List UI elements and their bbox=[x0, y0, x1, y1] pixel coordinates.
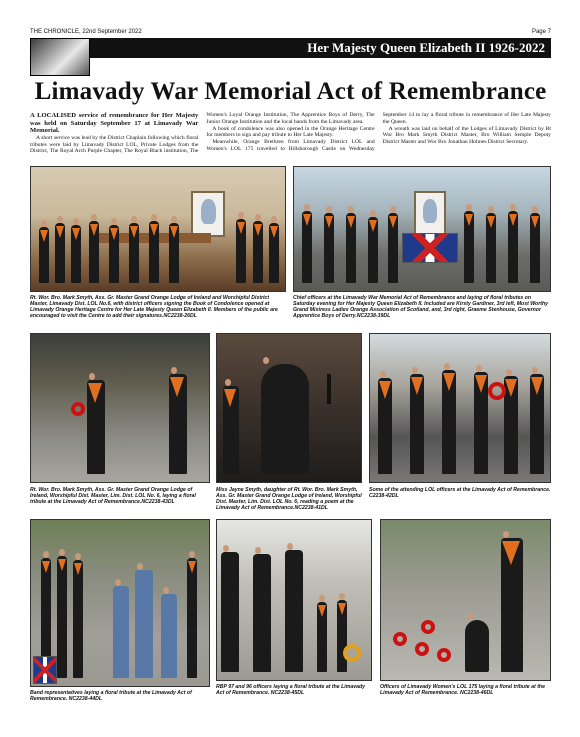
person-figure bbox=[465, 620, 489, 672]
wreath bbox=[343, 644, 361, 662]
orange-sash bbox=[531, 377, 543, 395]
person-figure bbox=[368, 217, 378, 283]
person-figure bbox=[486, 213, 496, 283]
orange-sash bbox=[130, 226, 138, 238]
section-banner bbox=[30, 38, 551, 58]
orange-sash bbox=[170, 226, 178, 238]
orange-sash bbox=[379, 381, 391, 399]
caption-photo-8: Officers of Limavady Women's LOL 175 laying a floral tribute at the Limavady Act of Remembrance. NC2238-46DL bbox=[380, 684, 545, 696]
orange-sash bbox=[90, 224, 98, 236]
person-figure bbox=[261, 364, 309, 474]
person-figure bbox=[253, 554, 271, 672]
photo-wreath-laying-district-master bbox=[30, 333, 210, 483]
wreath bbox=[71, 402, 85, 416]
orange-sash bbox=[389, 216, 397, 228]
person-figure bbox=[223, 386, 239, 474]
article-paragraph: A short service was lead by the District Chaplain following which floral tributes were laid by Limavady District LOL, Private Lodges from the District, The Royal Arch Purple Chapter, The Royal Black institution, The Women's Loyal Orange Institution, The Apprentice Boys of Derry, The Junior Orange Institution and the local bands from the Limavady area. bbox=[30, 112, 375, 155]
orange-sash bbox=[150, 224, 158, 236]
caption-photo-4: Miss Jayne Smyth, daughter of Rt. Wor. Bro. Mark Smyth, Ass. Gr. Master Grand Orange Lodge of Ireland, Worshipful Dist. Master, Lim. Dist. LOL No. 6, reading a poem at the Limavady Act of Remembrance.NC2238-41DL bbox=[216, 487, 362, 511]
person-figure bbox=[236, 219, 246, 283]
wreath bbox=[488, 382, 506, 400]
person-figure bbox=[135, 570, 153, 678]
person-figure bbox=[504, 376, 518, 474]
caption-photo-7: RBP 97 and 96 officers laying a floral tribute at the Limavady Act of Remembrance. NC2238-45DL bbox=[216, 684, 366, 696]
orange-sash bbox=[318, 605, 326, 617]
photo-poem-reading bbox=[216, 333, 362, 483]
person-figure bbox=[269, 223, 279, 283]
article-paragraph: A wreath was laid on behalf of the Lodges of Limavady District by Rt Wor Bro Mark Smyth District Master, Bro William Semple Deputy District Master and Wor Bro Jonathan Holmes District Secretary. bbox=[382, 125, 551, 146]
orange-sash bbox=[110, 228, 118, 240]
caption-photo-2: Chief officers at the Limavady War Memorial Act of Remembrance and laying of floral tributes on Saturday evening for Her Majesty Queen Elizabeth II. Included are Kirsty Gardiner, 3rd left, Most Worthy Grand Mistress Ladies Orange Association of Scotland, and, 3rd right, Graeme Stenhouse, Governor Apprentice Boys of Derry.NC2238-39DL bbox=[293, 295, 549, 319]
article-lead: A LOCALISED service of remembrance for Her Majesty was held on Saturday September 17 at Limavady War Memorial. bbox=[30, 112, 199, 135]
page-headline: Limavady War Memorial Act of Remembrance bbox=[34, 78, 547, 105]
photo-chief-officers bbox=[293, 166, 551, 292]
person-figure bbox=[388, 213, 398, 283]
orange-sash bbox=[465, 214, 473, 226]
queen-portrait-frame bbox=[191, 191, 225, 237]
caption-photo-1: Rt. Wor. Bro. Mark Smyth, Ass. Gr. Master Grand Orange Lodge of Ireland and Worshipful District Master, Limavady Dist. LOL No.6, with district officers signing the Book of Condolence opened at Limavady Orange Heritage Centre for Her Late Majesty Queen Elizabeth II. Members of the public are encouraged to visit the Centre to add their signatures.NC2238-26DL bbox=[30, 295, 278, 319]
orange-sash bbox=[74, 563, 82, 575]
orange-sash bbox=[42, 561, 50, 573]
person-figure bbox=[317, 602, 327, 672]
person-figure bbox=[442, 370, 456, 474]
person-figure bbox=[302, 211, 312, 283]
orange-sash bbox=[411, 377, 423, 395]
orange-sash bbox=[56, 226, 64, 238]
person-figure bbox=[324, 213, 334, 283]
person-figure bbox=[346, 213, 356, 283]
union-flag bbox=[402, 233, 458, 263]
person-figure bbox=[109, 225, 119, 283]
person-figure bbox=[161, 594, 177, 678]
person-figure bbox=[169, 374, 187, 474]
caption-photo-5: Some of the attending LOL officers at the Limavady Act of Remembrance. C2238-42DL bbox=[369, 487, 551, 499]
orange-sash bbox=[475, 375, 487, 393]
person-figure bbox=[221, 552, 239, 672]
orange-sash bbox=[509, 214, 517, 226]
orange-sash bbox=[58, 559, 66, 571]
page-number: Page 7 bbox=[531, 29, 551, 35]
orange-sash bbox=[325, 216, 333, 228]
paper-date: THE CHRONICLE, 22nd September 2022 bbox=[30, 29, 142, 35]
person-figure bbox=[57, 556, 67, 678]
photo-womens-lol-175 bbox=[380, 519, 551, 681]
orange-sash bbox=[487, 216, 495, 228]
article-paragraph: Meanwhile, Orange Brethren from Limavady District LOL and Women's LOL 175 travelled to Hillsborough Castle on Wednesday September 14 to lay a floral tribute in remembrance of Her Late Majesty the Queen. bbox=[206, 112, 551, 152]
photo-lol-officers bbox=[369, 333, 551, 483]
orange-sash bbox=[40, 230, 48, 242]
photo-band-representatives bbox=[30, 519, 210, 687]
person-figure bbox=[87, 380, 105, 474]
masthead-line bbox=[30, 28, 551, 38]
photo-rbp-officers bbox=[216, 519, 372, 681]
orange-sash bbox=[303, 214, 311, 226]
person-figure bbox=[501, 538, 523, 672]
orange-sash bbox=[531, 216, 539, 228]
microphone bbox=[327, 374, 331, 404]
person-figure bbox=[39, 227, 49, 283]
person-figure bbox=[464, 211, 474, 283]
orange-sash bbox=[72, 228, 80, 240]
person-figure bbox=[149, 221, 159, 283]
person-figure bbox=[89, 221, 99, 283]
orange-sash bbox=[170, 377, 184, 397]
photo-book-of-condolence bbox=[30, 166, 286, 292]
person-figure bbox=[129, 223, 139, 283]
orange-sash bbox=[254, 224, 262, 236]
caption-photo-3: Rt. Wor. Bro. Mark Smyth, Ass. Gr. Master Grand Orange Lodge of Ireland, Worshipful Dist. Master, Lim. Dist. LOL No. 6, laying a floral tribute at the Limavady Act of Remembrance.NC2238-43DL bbox=[30, 487, 196, 505]
union-flag bbox=[33, 656, 57, 684]
person-figure bbox=[55, 223, 65, 283]
wreath bbox=[421, 620, 435, 634]
orange-sash bbox=[369, 220, 377, 232]
person-figure bbox=[378, 378, 392, 474]
person-figure bbox=[73, 560, 83, 678]
person-figure bbox=[530, 374, 544, 474]
orange-sash bbox=[237, 222, 245, 234]
wreath bbox=[415, 642, 429, 656]
person-figure bbox=[410, 374, 424, 474]
orange-sash bbox=[505, 379, 517, 397]
article-body bbox=[30, 112, 551, 164]
person-figure bbox=[285, 550, 303, 672]
orange-sash bbox=[502, 541, 520, 565]
person-figure bbox=[253, 221, 263, 283]
caption-photo-6: Band representatives laying a floral tribute at the Limavady Act of Remembrance. NC2238-44DL bbox=[30, 690, 192, 702]
orange-sash bbox=[188, 561, 196, 573]
person-figure bbox=[71, 225, 81, 283]
queen-portrait-thumbnail bbox=[30, 38, 90, 76]
person-figure bbox=[169, 223, 179, 283]
orange-sash bbox=[88, 383, 102, 403]
person-figure bbox=[337, 600, 347, 672]
banner-title: Her Majesty Queen Elizabeth II 1926-2022 bbox=[307, 40, 545, 55]
person-figure bbox=[113, 586, 129, 678]
person-figure bbox=[474, 372, 488, 474]
person-figure bbox=[530, 213, 540, 283]
wreath bbox=[437, 648, 451, 662]
orange-sash bbox=[347, 216, 355, 228]
queen-portrait-frame bbox=[414, 191, 446, 235]
person-figure bbox=[187, 558, 197, 678]
orange-sash bbox=[224, 389, 236, 407]
article-paragraph: A book of condolence was also opened in the Orange Heritage Centre for members to sign and pay tribute to Her Late Majesty. bbox=[206, 125, 375, 139]
orange-sash bbox=[270, 226, 278, 238]
orange-sash bbox=[443, 373, 455, 391]
person-figure bbox=[508, 211, 518, 283]
orange-sash bbox=[338, 603, 346, 615]
wreath bbox=[393, 632, 407, 646]
